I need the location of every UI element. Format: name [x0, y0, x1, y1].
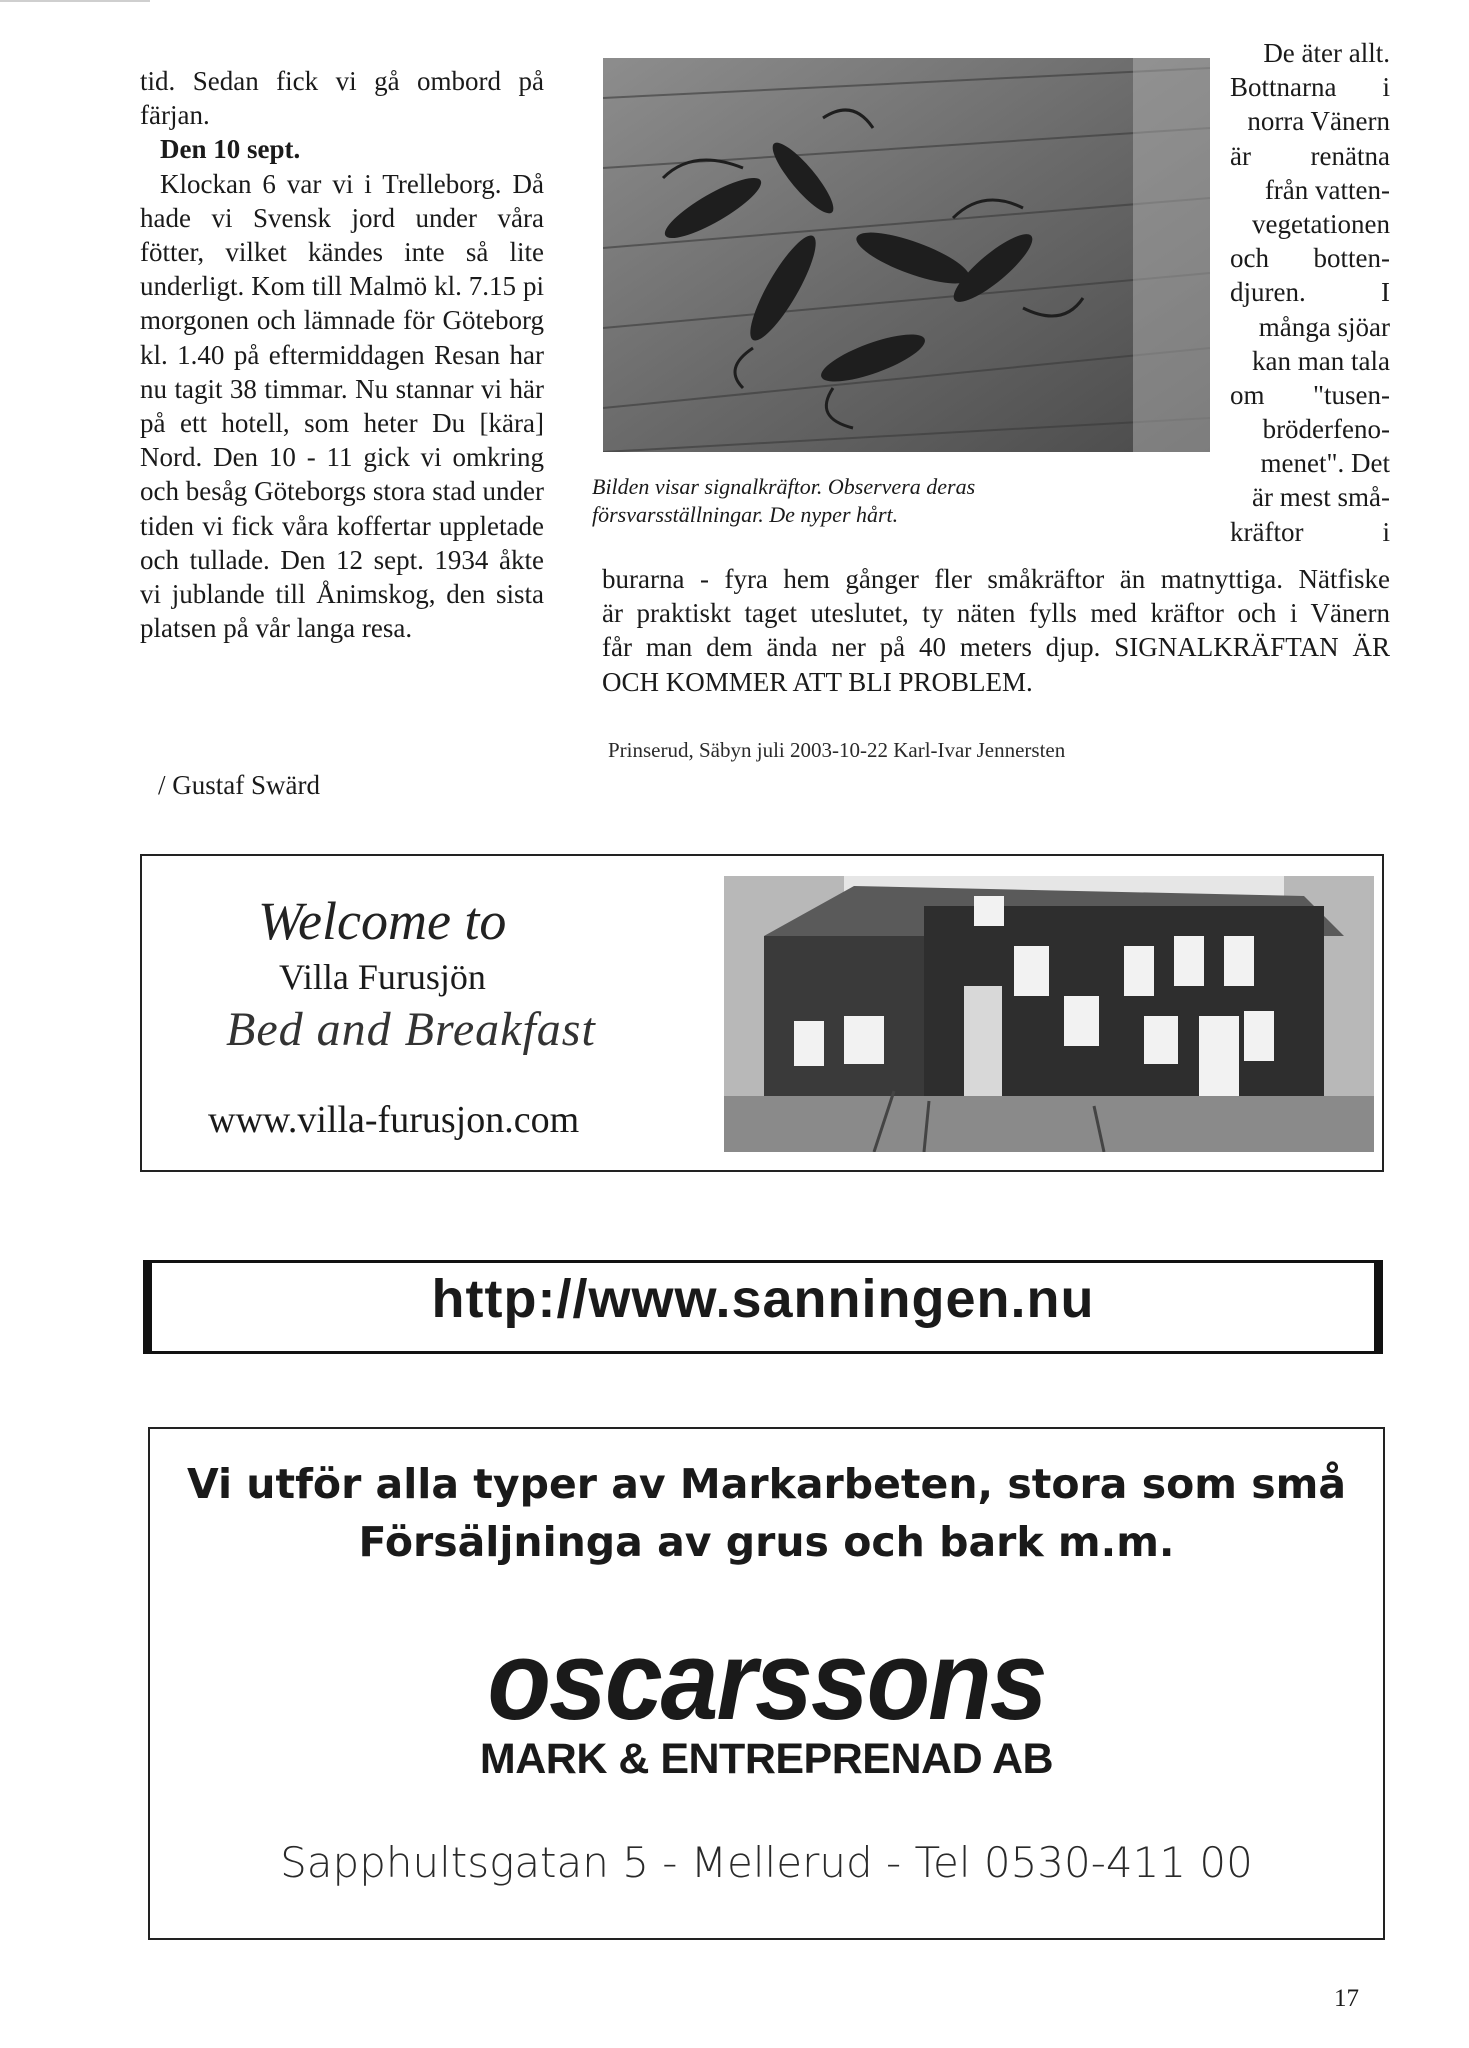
right-column-line: bröderfeno-	[1262, 414, 1390, 445]
right-column-line: menet". Det	[1260, 448, 1390, 479]
paragraph-journey: Klockan 6 var vi i Trelleborg. Då hade vi Svensk jord under våra fötter, vilket kändes inte så lite underligt. Kom till Malmö kl. 7.15 pi morgonen och lämnade för Göteborg kl. 1.40 på eftermiddagen Resan har nu tagit 38 timmar. Nu stannar vi här på ett hotell, som heter Du [kära] Nord. Den 10 - 11 gick vi omkring och besåg Göteborgs stora stad under tiden vi fick våra koffertar uppletade och tullade. Den 12 sept. 1934 åkte vi jublande till Ånimskog, den sista platsen på vår langa resa.	[140, 168, 544, 644]
villa-welcome-heading: Welcome to	[258, 891, 507, 951]
continuation-line: OCH KOMMER ATT BLI PROBLEM.	[602, 666, 1033, 697]
house-photo-image	[724, 876, 1374, 1152]
caption-line-2: försvarsställningar. De nyper hårt.	[592, 502, 899, 527]
article-continuation	[602, 562, 1390, 699]
continuation-line: är praktiskt taget uteslutet, ty näten fylls med kräftor och i Vänern	[602, 598, 1390, 629]
oscarssons-company-name: MARK & ENTREPRENAD AB	[479, 1735, 1054, 1783]
continuation-line: får man dem ända ner på 40 meters djup. SIGNALKRÄFTAN ÄR	[602, 632, 1390, 663]
author-signature: / Gustaf Swärd	[158, 770, 320, 800]
sanningen-url-link[interactable]: http://www.sanningen.nu	[431, 1269, 1095, 1329]
page-number: 17	[1334, 1985, 1359, 2012]
continuation-line: burarna - fyra hem gånger fler småkräftor än matnyttiga. Nätfiske	[602, 564, 1390, 594]
crayfish-photo-image	[603, 58, 1210, 452]
villa-website-link[interactable]: www.villa-furusjon.com	[208, 1099, 580, 1141]
paragraph-ferry: tid. Sedan fick vi gå ombord på färjan.	[140, 66, 544, 131]
oscarssons-address: Sapphultsgatan 5 - Mellerud - Tel 0530-411 00	[280, 1838, 1253, 1887]
right-column-line: och botten-	[1230, 243, 1390, 274]
oscarssons-services-line: Vi utför alla typer av Markarbeten, stora som små	[186, 1460, 1347, 1508]
right-column-line: kan man tala	[1252, 345, 1390, 376]
right-column-line: Bottnarna i	[1230, 72, 1390, 103]
right-column-line: kräftor i	[1230, 516, 1390, 547]
right-column-line: De äter allt.	[1263, 38, 1390, 68]
villa-tagline: Bed and Breakfast	[226, 1003, 596, 1056]
oscarssons-sales-line: Försäljninga av grus och bark m.m.	[358, 1518, 1175, 1566]
article-right-column	[1230, 36, 1390, 549]
right-column-line: från vatten-	[1264, 174, 1390, 205]
right-column-line: många sjöar	[1258, 311, 1390, 342]
right-column-line: djuren. I	[1230, 277, 1390, 308]
date-heading: Den 10 sept.	[160, 134, 301, 165]
right-column-line: om "tusen-	[1230, 379, 1390, 410]
article-credit: Prinserud, Säbyn juli 2003-10-22 Karl-Ivar Jennersten	[608, 738, 1066, 762]
right-column-line: norra Vänern	[1247, 106, 1390, 137]
villa-name: Villa Furusjön	[279, 957, 486, 997]
article-left-column	[140, 64, 544, 645]
caption-line-1: Bilden visar signalkräftor. Observera deras	[592, 474, 976, 499]
right-column-line: vegetationen	[1252, 208, 1390, 239]
crayfish-photo	[603, 58, 1210, 452]
villa-house-photo	[724, 876, 1374, 1152]
scan-edge-line	[0, 0, 150, 2]
photo-caption	[592, 473, 1062, 529]
oscarssons-logo: oscarssons	[487, 1618, 1046, 1744]
right-column-line: är renätna	[1230, 140, 1390, 171]
right-column-line: är mest små-	[1252, 482, 1390, 513]
